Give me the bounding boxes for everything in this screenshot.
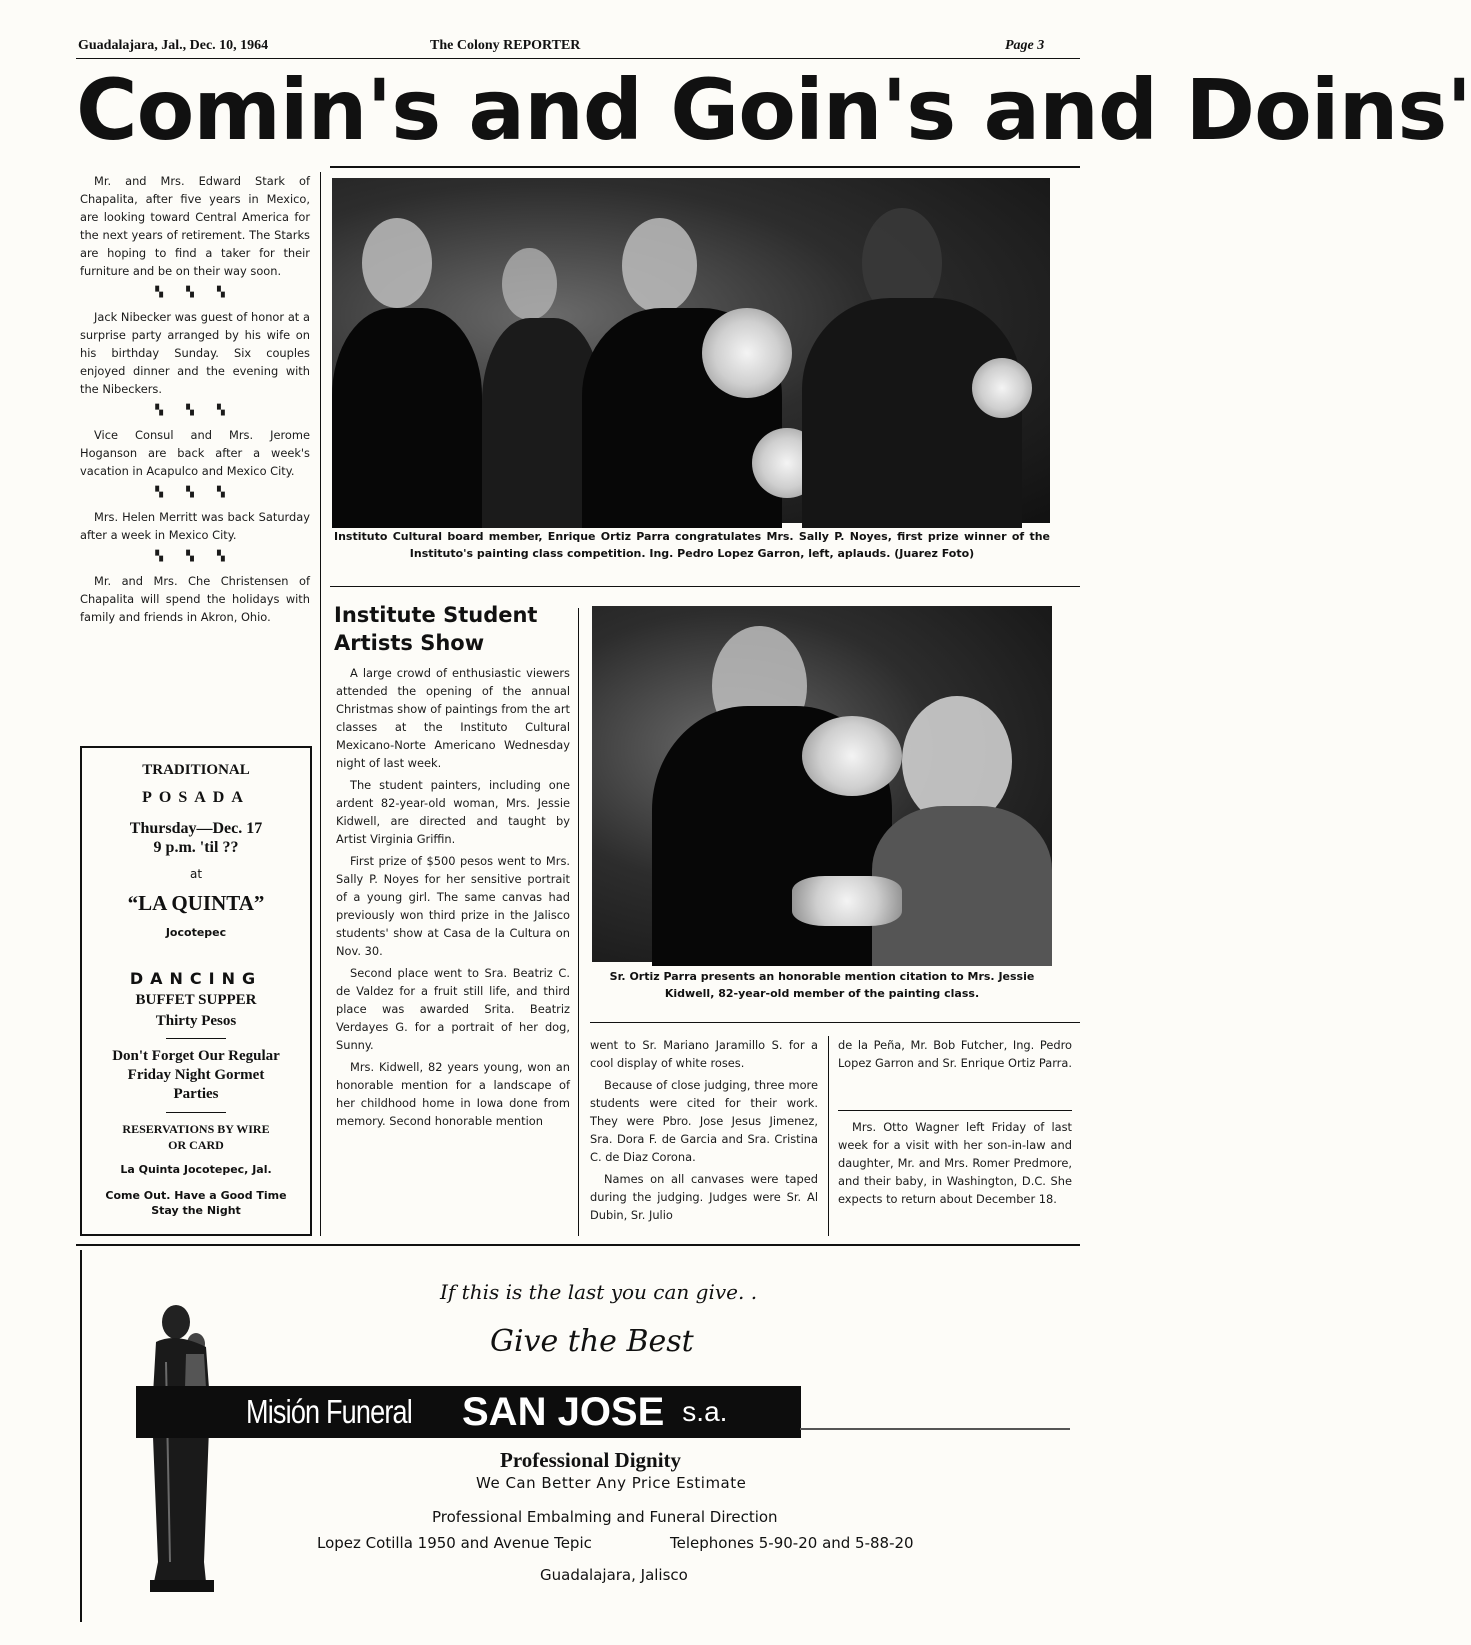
dateline: Guadalajara, Jal., Dec. 10, 1964 (78, 38, 269, 53)
ad-line: La Quinta Jocotepec, Jal. (120, 1163, 272, 1176)
article-title-line-2: Artists Show (334, 631, 485, 655)
brief-hoganson: Vice Consul and Mrs. Jerome Hoganson are back after a week's vacation in Acapulco and Mexico City. (80, 428, 310, 478)
ad-tagline: If this is the last you can give. . (440, 1280, 758, 1304)
article-paragraph: Mrs. Kidwell, 82 years young, won an honorable mention for a landscape of her childhood home in Iowa done from memory. Second honorable mention (336, 1060, 570, 1128)
item-rule (838, 1110, 1072, 1111)
ad-line: Stay the Night (151, 1204, 241, 1217)
ad-line: Friday Night Gormet (127, 1067, 265, 1083)
ad-line: Jocotepec (165, 926, 227, 939)
ad-text: Professional Dignity (500, 1448, 682, 1472)
article-paragraph: First prize of $500 pesos went to Mrs. Sally P. Noyes for her sensitive portrait of a young girl. The same canvas had previously won third prize in the Jalisco students' show at Casa de la Cultura on Nov. 30. (336, 854, 570, 958)
ad-line: 9 p.m. 'til ?? (153, 839, 239, 856)
article-paragraph: The student painters, including one ardent 82-year-old woman, Mrs. Jessie Kidwell, are directed and taught by Artist Virginia Griffin. (336, 778, 570, 846)
article-title-line-1: Institute Student (334, 603, 538, 627)
banner-name-part1: Misión Funeral (246, 1393, 412, 1430)
photo1-caption: Instituto Cultural board member, Enrique Ortiz Parra congratulates Mrs. Sally P. Noyes, first prize winner of the Instituto's painting class competition. Ing. Pedro Lopez Garron, left, aplauds. (Juarez Foto) (334, 530, 1050, 560)
ad-text: Professional Embalming and Funeral Direction (432, 1508, 778, 1526)
ad-line: TRADITIONAL (142, 762, 250, 778)
article-paragraph: went to Sr. Mariano Jaramillo S. for a cool display of white roses. (590, 1038, 818, 1070)
paper-name: The Colony REPORTER (430, 38, 581, 53)
article-column-1 (336, 664, 570, 1134)
article-paragraph: A large crowd of enthusiastic viewers attended the opening of the annual Christmas show of paintings from the art classes at the Instituto Cultural Mexicano-Norte Americano Wednesday night of last week. (336, 666, 570, 770)
funeral-banner (136, 1386, 801, 1438)
separator-dots: ▚ ▚ ▚ (155, 487, 235, 498)
column-rule-mid (578, 608, 579, 1236)
page-number: Page 3 (1005, 38, 1045, 53)
brief-wagner: Mrs. Otto Wagner left Friday of last week for a visit with her son-in-law and daughter, Mr. and Mrs. Romer Predmore, and their baby, in Washington, D.C. She expects to return about December 18. (838, 1120, 1072, 1206)
ad-line: POSADA (142, 789, 250, 806)
ad-phones: Telephones 5-90-20 and 5-88-20 (670, 1534, 914, 1552)
article-paragraph: Names on all canvases were taped during the judging. Judges were Sr. Al Dubin, Sr. Julio (590, 1172, 818, 1222)
masthead-rule (76, 58, 1080, 59)
article-paragraph: Second place went to Sra. Beatriz C. de Valdez for a fruit still life, and third place was awarded Srita. Beatriz Verdayes G. for a portrait of her dog, Sunny. (336, 966, 570, 1052)
ad-tagline-main: Give the Best (490, 1324, 694, 1359)
photo-award-ceremony (332, 178, 1050, 523)
separator-dots: ▚ ▚ ▚ (155, 287, 235, 298)
caption-rule (330, 586, 1080, 587)
separator-dots: ▚ ▚ ▚ (155, 405, 235, 416)
headline-rule (330, 166, 1080, 168)
funeral-ad (80, 1252, 1080, 1622)
brief-christensen: Mr. and Mrs. Che Christensen of Chapalita will spend the holidays with family and friends in Akron, Ohio. (80, 574, 310, 624)
saint-statue-icon (146, 1292, 230, 1594)
column-rule-right (828, 1036, 829, 1236)
article-paragraph: Because of close judging, three more students were cited for their work. They were Pbro. Jose Jesus Jimenez, Sra. Dora F. de Garcia and Sra. Cristina C. de Diaz Corona. (590, 1078, 818, 1164)
brief-nibecker: Jack Nibecker was guest of honor at a surprise party arranged by his wife on his birthday Sunday. Six couples enjoyed dinner and the evening with the Nibeckers. (80, 310, 310, 396)
article-paragraph: de la Peña, Mr. Bob Futcher, Ing. Pedro Lopez Garron and Sr. Enrique Ortiz Parra. (838, 1038, 1072, 1070)
photo-honorable-mention (592, 606, 1052, 962)
ad-line: DANCING (129, 969, 263, 988)
ad-address: Lopez Cotilla 1950 and Avenue Tepic (317, 1534, 592, 1552)
ad-line: RESERVATIONS BY WIRE (122, 1122, 270, 1136)
brief-stark: Mr. and Mrs. Edward Stark of Chapalita, after five years in Mexico, are looking toward Central America for the next years of retirement. The Starks are hoping to find a taker for their furniture and be on their way soon. (80, 174, 310, 278)
posada-ad (80, 746, 312, 1236)
banner-name-part3: s.a. (682, 1396, 728, 1427)
divider (166, 1112, 226, 1113)
article-column-2 (590, 1036, 818, 1228)
article-column-3 (838, 1036, 1072, 1076)
divider (166, 1038, 226, 1039)
ad-line: Don't Forget Our Regular (112, 1048, 280, 1064)
photo2-caption: Sr. Ortiz Parra presents an honorable mention citation to Mrs. Jessie Kidwell, 82-year-old member of the painting class. (609, 970, 1035, 1000)
ad-line: Thursday—Dec. 17 (129, 820, 263, 837)
ad-line: BUFFET SUPPER (135, 992, 257, 1008)
brief-wagner-wrap (838, 1118, 1072, 1212)
ad-text: We Can Better Any Price Estimate (476, 1474, 747, 1492)
ad-venue: “LA QUINTA” (127, 891, 265, 915)
caption-rule (590, 1022, 1080, 1023)
separator-dots: ▚ ▚ ▚ (155, 551, 235, 562)
left-column (80, 172, 310, 630)
page-headline: Comin's and Goin's and Doins' (76, 61, 1471, 159)
ad-line: at (189, 867, 203, 881)
ad-line: Thirty Pesos (155, 1013, 237, 1029)
banner-name-part2: SAN JOSE (462, 1389, 665, 1434)
ad-city: Guadalajara, Jalisco (540, 1566, 688, 1584)
ad-line: Parties (173, 1086, 219, 1102)
column-rule-left (320, 172, 321, 1236)
ad-top-rule (76, 1244, 1080, 1246)
brief-merritt: Mrs. Helen Merritt was back Saturday after a week in Mexico City. (80, 510, 310, 542)
ad-line: OR CARD (168, 1138, 224, 1152)
ad-border-left (80, 1250, 82, 1622)
banner-line (800, 1428, 1070, 1430)
ad-line: Come Out. Have a Good Time (105, 1189, 287, 1202)
